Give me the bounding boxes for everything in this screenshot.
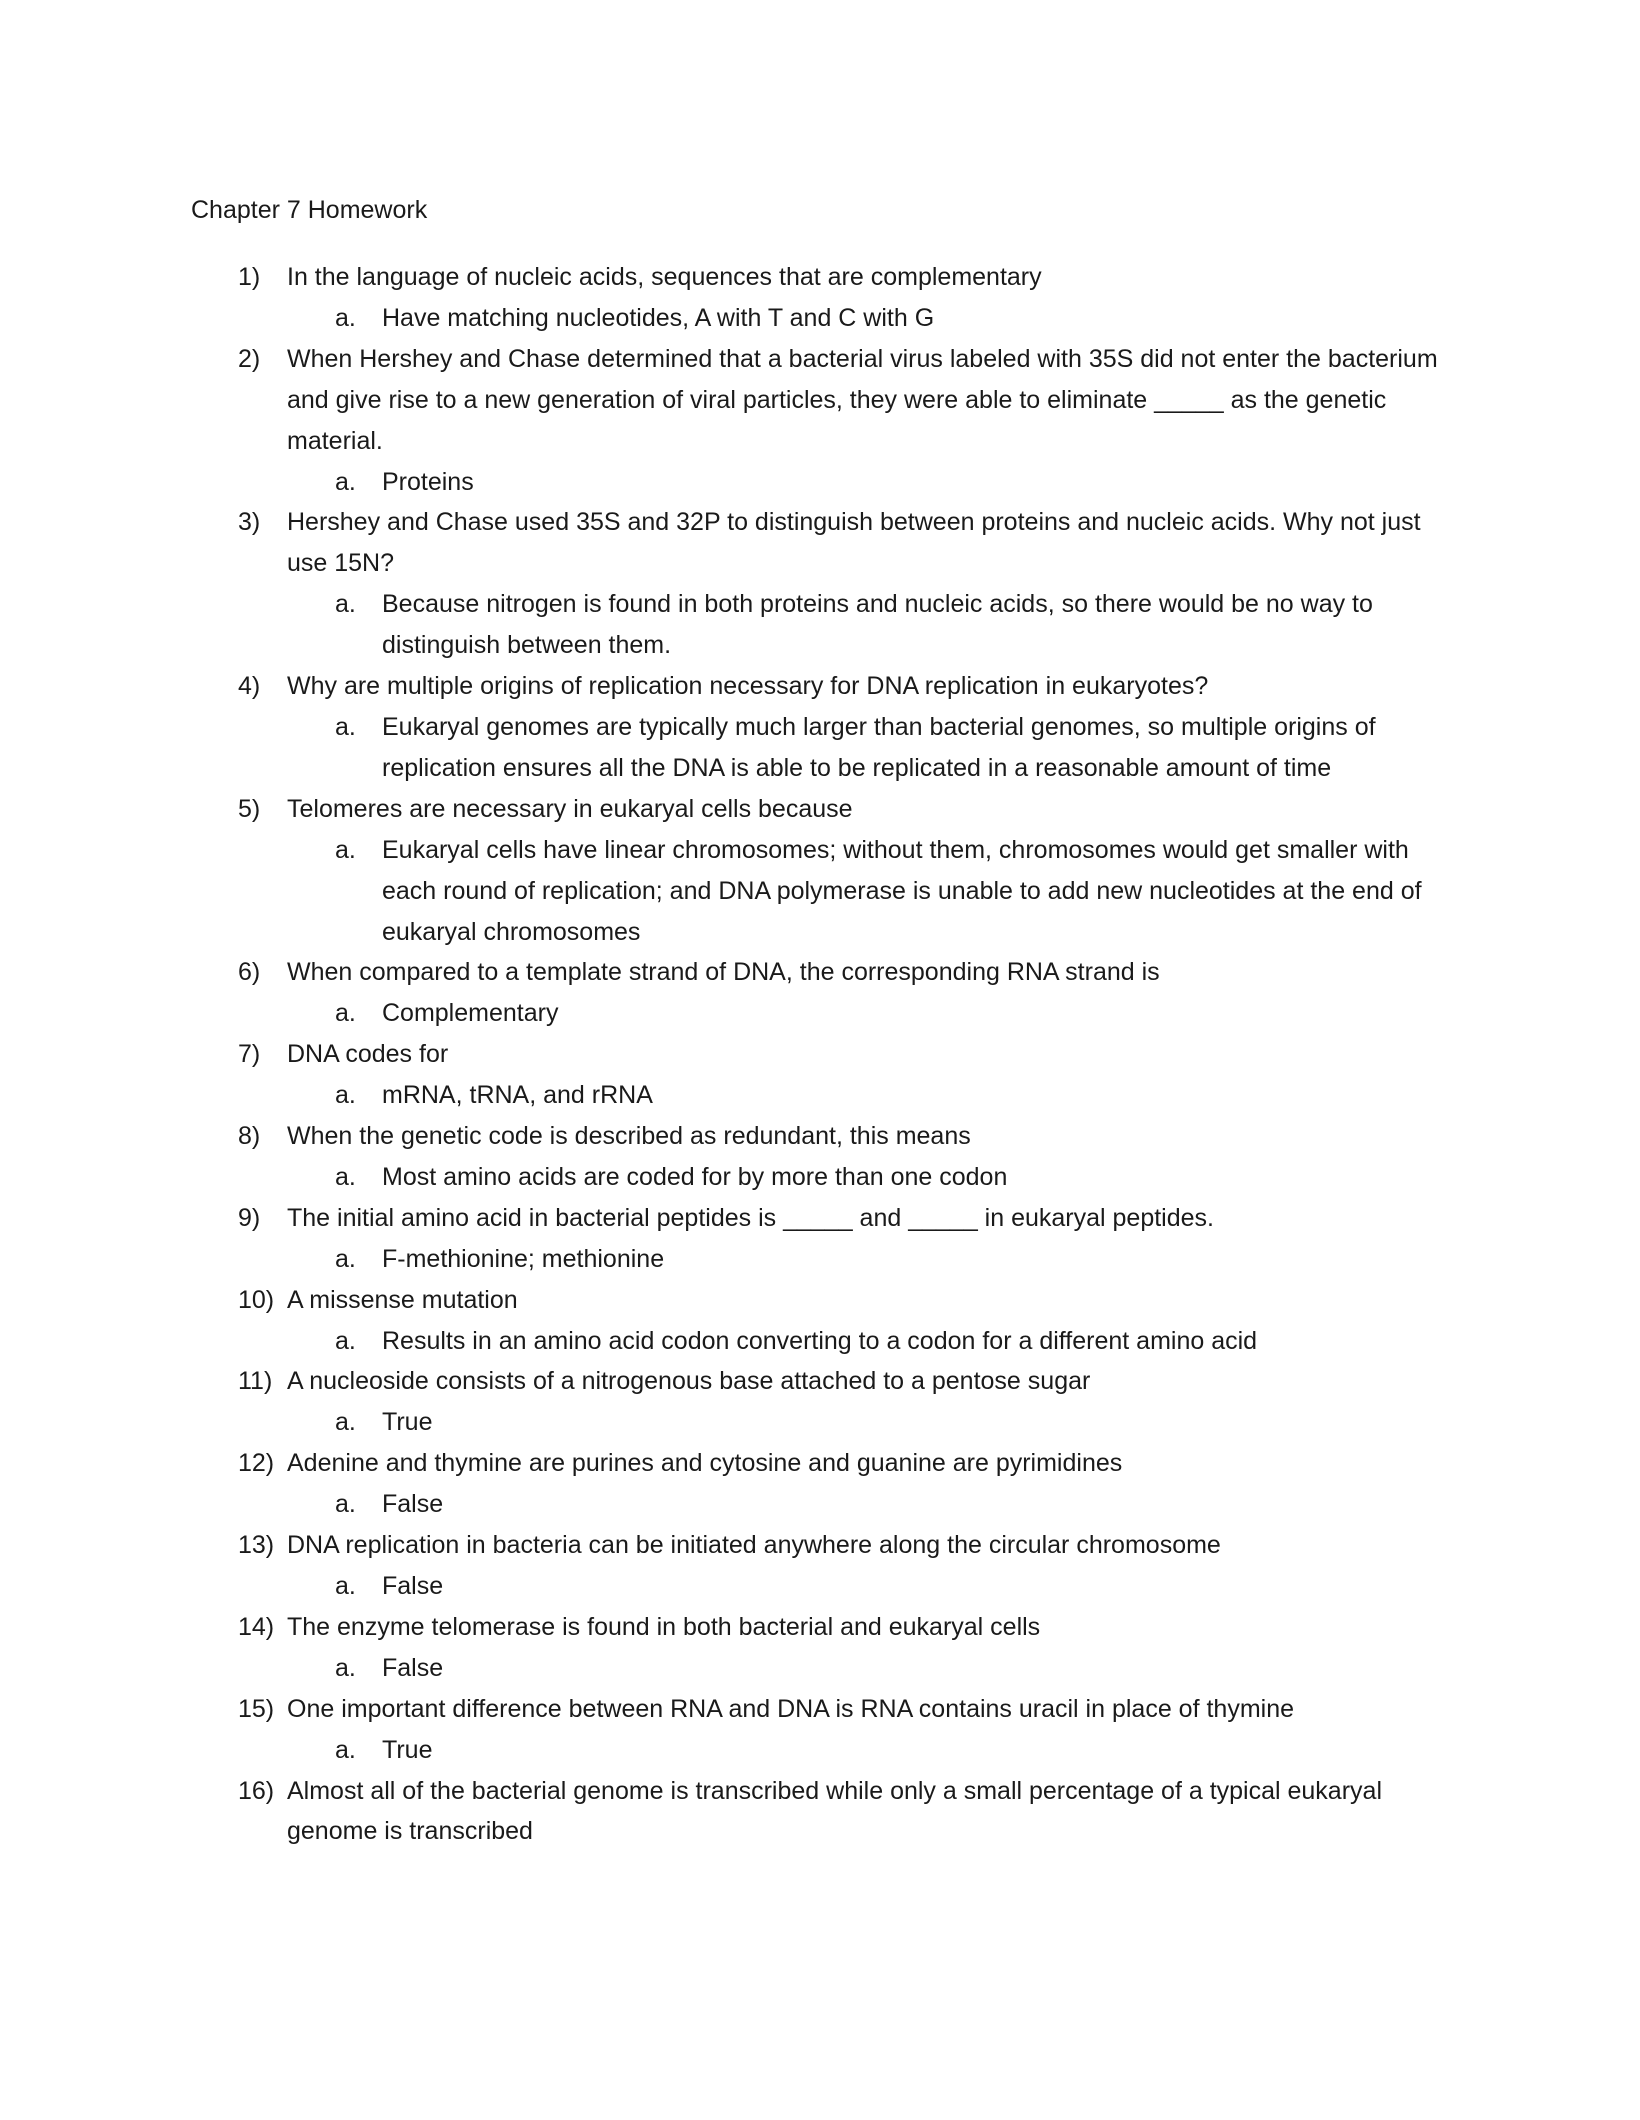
question-text: One important difference between RNA and DNA is RNA contains uracil in place of thymine [287,1694,1295,1723]
question-text: The initial amino acid in bacterial peptides is _____ and _____ in eukaryal peptides. [287,1203,1214,1232]
answer-item [238,1157,1448,1198]
answer-text: False [382,1653,444,1682]
answer-text: Because nitrogen is found in both proteins and nucleic acids, so there would be no way to distinguish between them. [382,590,1373,660]
question-number: 10) [238,1285,275,1314]
answer-text: Complementary [382,999,559,1028]
question-number: 11) [238,1367,273,1396]
question-list [238,257,1448,1852]
question-item [238,1607,1448,1689]
answer-item [238,1075,1448,1116]
question-item [238,1525,1448,1607]
answer-item [238,298,1448,339]
question-number: 7) [238,1040,261,1069]
question-text: Almost all of the bacterial genome is transcribed while only a small percentage of a typical eukaryal genome is transcribed [287,1776,1382,1846]
question-text: DNA replication in bacteria can be initiated anywhere along the circular chromosome [287,1531,1221,1560]
answer-item [238,584,1448,666]
answer-text: False [382,1490,444,1519]
answer-text: Have matching nucleotides, A with T and C with G [382,303,935,332]
answer-text: True [382,1735,433,1764]
question-item [238,1198,1448,1280]
answer-letter: a. [335,1162,356,1191]
question-text: Hershey and Chase used 35S and 32P to distinguish between proteins and nucleic acids. Why not just use 15N? [287,508,1421,578]
question-number: 16) [238,1776,275,1805]
question-item [238,1361,1448,1443]
answer-item [238,830,1448,953]
answer-text: F-methionine; methionine [382,1244,665,1273]
question-number: 13) [238,1531,275,1560]
answer-letter: a. [335,1408,356,1437]
answer-letter: a. [335,1572,356,1600]
question-number: 3) [238,508,261,537]
answer-text: Results in an amino acid codon converting to a codon for a different amino acid [382,1326,1258,1355]
question-item [238,666,1448,789]
question-text: The enzyme telomerase is found in both bacterial and eukaryal cells [287,1612,1041,1641]
question-text: Adenine and thymine are purines and cytosine and guanine are pyrimidines [287,1449,1123,1478]
question-number: 4) [238,672,261,701]
answer-item [238,707,1448,789]
answer-text: mRNA, tRNA, and rRNA [382,1081,653,1110]
answer-letter: a. [335,1490,356,1519]
question-number: 8) [238,1122,261,1151]
answer-item [238,1484,1448,1525]
question-item [238,1689,1448,1771]
answer-item [238,1402,1448,1443]
question-text: A missense mutation [287,1285,518,1314]
question-item [238,1116,1448,1198]
question-number: 14) [238,1612,275,1641]
answer-letter: a. [335,712,356,741]
question-item [238,502,1448,666]
answer-text: True [382,1408,433,1437]
question-number: 6) [238,958,261,987]
question-text: When Hershey and Chase determined that a bacterial virus labeled with 35S did not enter the bacterium and give rise to a new generation of viral particles, they were able to eliminate _____ as the genetic material. [287,344,1438,455]
answer-item [238,1730,1448,1771]
question-item [238,789,1448,953]
answer-item [238,1566,1448,1607]
answer-letter: a. [335,590,356,619]
document-title: Chapter 7 Homework [191,196,428,224]
question-item [238,1771,1448,1853]
question-text: When the genetic code is described as redundant, this means [287,1122,971,1151]
answer-letter: a. [335,1653,356,1682]
question-number: 9) [238,1203,261,1232]
question-text: Telomeres are necessary in eukaryal cells because [287,794,853,823]
answer-letter: a. [335,1735,356,1764]
answer-item [238,1239,1448,1280]
question-item [238,952,1448,1034]
answer-letter: a. [335,467,356,496]
question-number: 15) [238,1694,275,1723]
answer-letter: a. [335,999,356,1028]
answer-letter: a. [335,1081,356,1110]
question-item [238,339,1448,503]
question-number: 5) [238,794,261,823]
answer-text: False [382,1572,444,1600]
answer-item [238,1321,1448,1362]
answer-text: Proteins [382,467,474,496]
question-item [238,1443,1448,1525]
answer-letter: a. [335,1326,356,1355]
question-item [238,1034,1448,1116]
answer-item [238,462,1448,503]
question-number: 12) [238,1449,275,1478]
question-text: Why are multiple origins of replication necessary for DNA replication in eukaryotes? [287,672,1209,701]
question-text: In the language of nucleic acids, sequences that are complementary [287,263,1042,291]
question-text: DNA codes for [287,1040,449,1069]
answer-letter: a. [335,835,356,864]
question-item [238,1280,1448,1362]
answer-letter: a. [335,1244,356,1273]
answer-text: Eukaryal cells have linear chromosomes; without them, chromosomes would get smaller with each round of replication; and DNA polymerase is unable to add new nucleotides at the end of eukaryal chromosomes [382,835,1422,946]
question-text: A nucleoside consists of a nitrogenous base attached to a pentose sugar [287,1367,1091,1396]
question-number: 1) [238,263,261,291]
answer-letter: a. [335,303,356,332]
question-item [238,257,1448,339]
answer-item [238,993,1448,1034]
question-text: When compared to a template strand of DNA, the corresponding RNA strand is [287,958,1160,987]
answer-item [238,1648,1448,1689]
answer-text: Eukaryal genomes are typically much larger than bacterial genomes, so multiple origins of replication ensures all the DNA is able to be replicated in a reasonable amount of time [382,712,1376,782]
answer-text: Most amino acids are coded for by more than one codon [382,1162,1008,1191]
question-number: 2) [238,344,261,373]
